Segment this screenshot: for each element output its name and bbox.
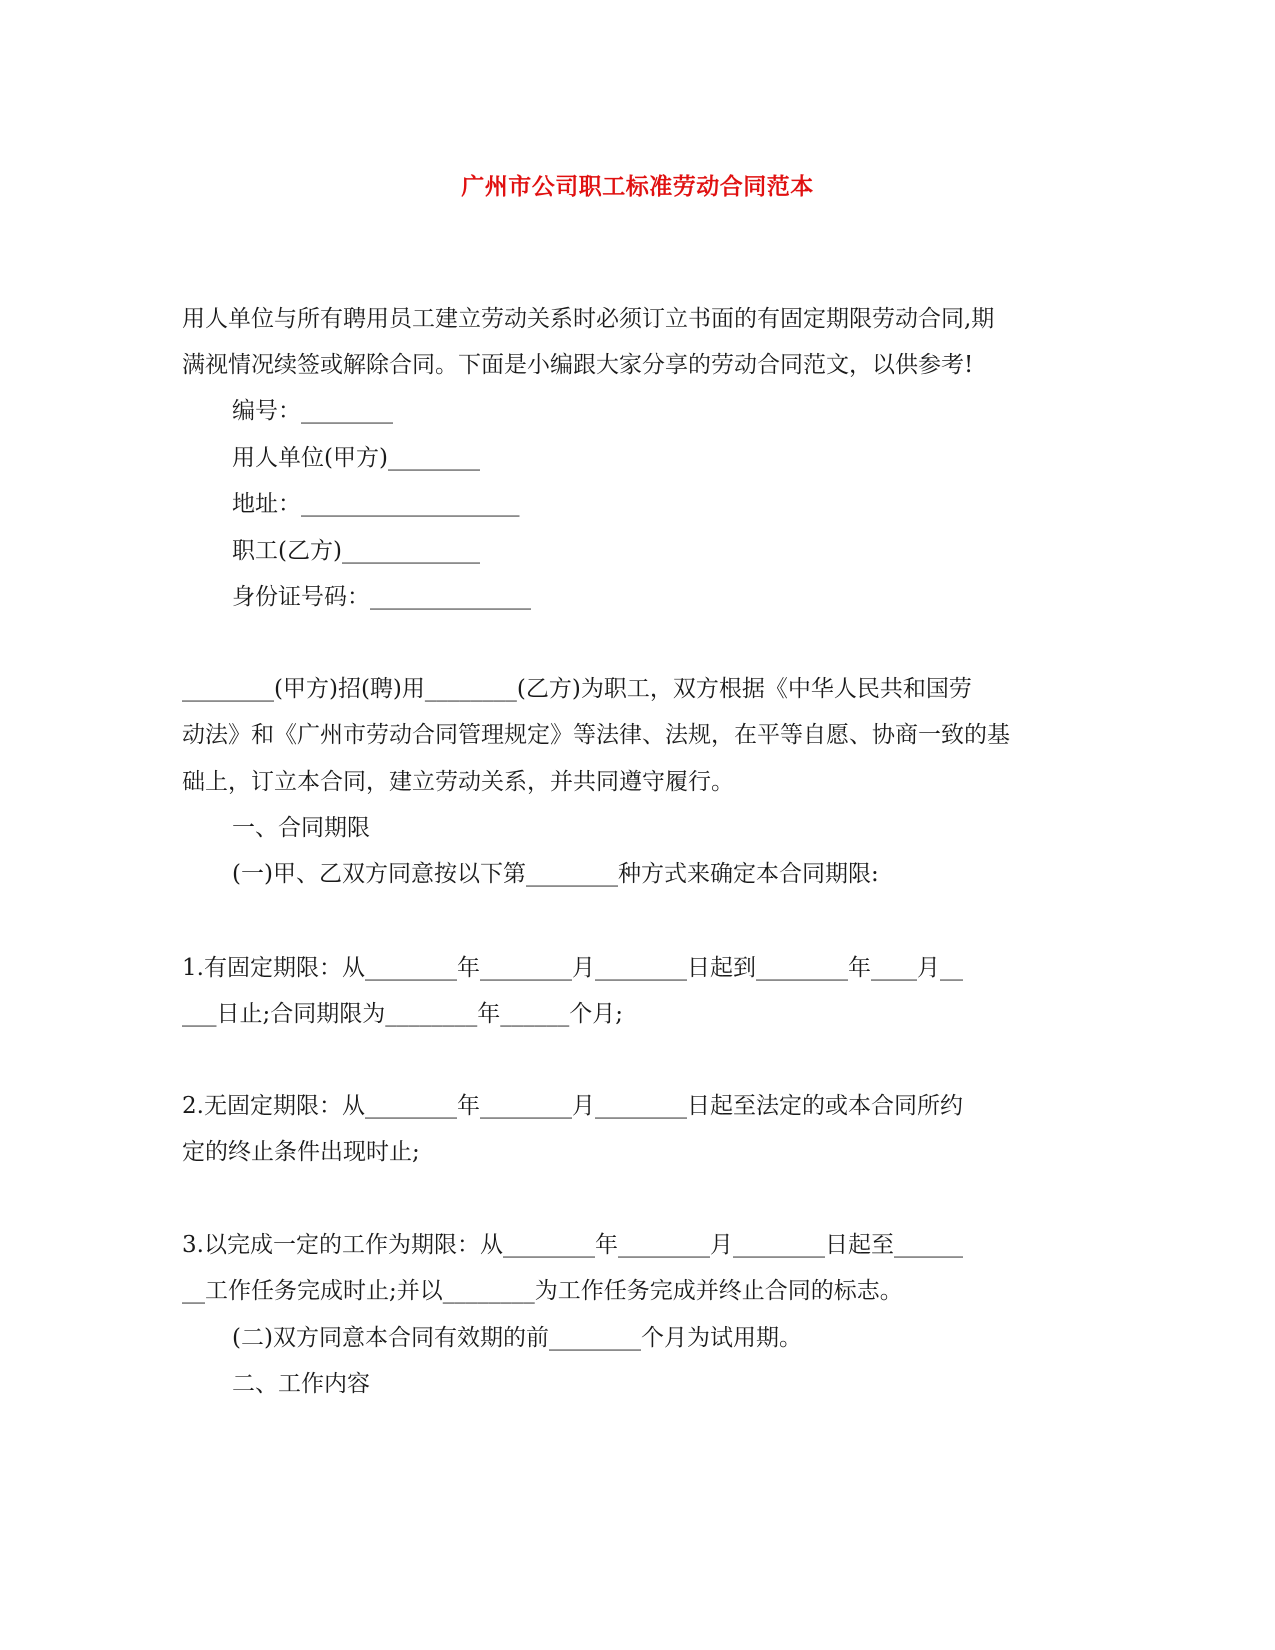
- clause-1-1: (一)甲、乙双方同意按以下第________种方式来确定本合同期限:: [232, 861, 879, 887]
- field-address: 地址：___________________: [232, 491, 520, 517]
- term-option-3-line-1: 3.以完成一定的工作为期限：从________年________月________日起至______: [182, 1232, 963, 1258]
- section-heading-2: 二、工作内容: [232, 1371, 370, 1397]
- field-employer: 用人单位(甲方)________: [232, 445, 480, 471]
- intro-line-2: 满视情况续签或解除合同。下面是小编跟大家分享的劳动合同范文，以供参考!: [182, 352, 974, 378]
- clause-1-2: (二)双方同意本合同有效期的前________个月为试用期。: [232, 1325, 802, 1351]
- field-id-number: 身份证号码：______________: [232, 584, 531, 610]
- field-employee: 职工(乙方)____________: [232, 538, 480, 564]
- term-option-1-line-1: 1.有固定期限：从________年________月________日起到________年____月__: [182, 955, 963, 981]
- preamble-line-1: ________(甲方)招(聘)用________(乙方)为职工，双方根据《中华人民共和国劳: [182, 676, 972, 702]
- preamble-line-2: 动法》和《广州市劳动合同管理规定》等法律、法规，在平等自愿、协商一致的基: [182, 722, 1010, 748]
- preamble-line-3: 础上，订立本合同，建立劳动关系，并共同遵守履行。: [182, 769, 734, 795]
- term-option-1-line-2: ___日止;合同期限为________年______个月;: [182, 1001, 623, 1027]
- document-title: 广州市公司职工标准劳动合同范本: [461, 174, 814, 200]
- intro-line-1: 用人单位与所有聘用员工建立劳动关系时必须订立书面的有固定期限劳动合同,期: [182, 306, 995, 332]
- field-contract-number: 编号：________: [232, 398, 393, 424]
- term-option-2-line-1: 2.无固定期限：从________年________月________日起至法定的或本合同所约: [182, 1093, 963, 1119]
- section-heading-1: 一、合同期限: [232, 815, 370, 841]
- term-option-2-line-2: 定的终止条件出现时止;: [182, 1139, 420, 1165]
- term-option-3-line-2: __工作任务完成时止;并以________为工作任务完成并终止合同的标志。: [182, 1278, 903, 1304]
